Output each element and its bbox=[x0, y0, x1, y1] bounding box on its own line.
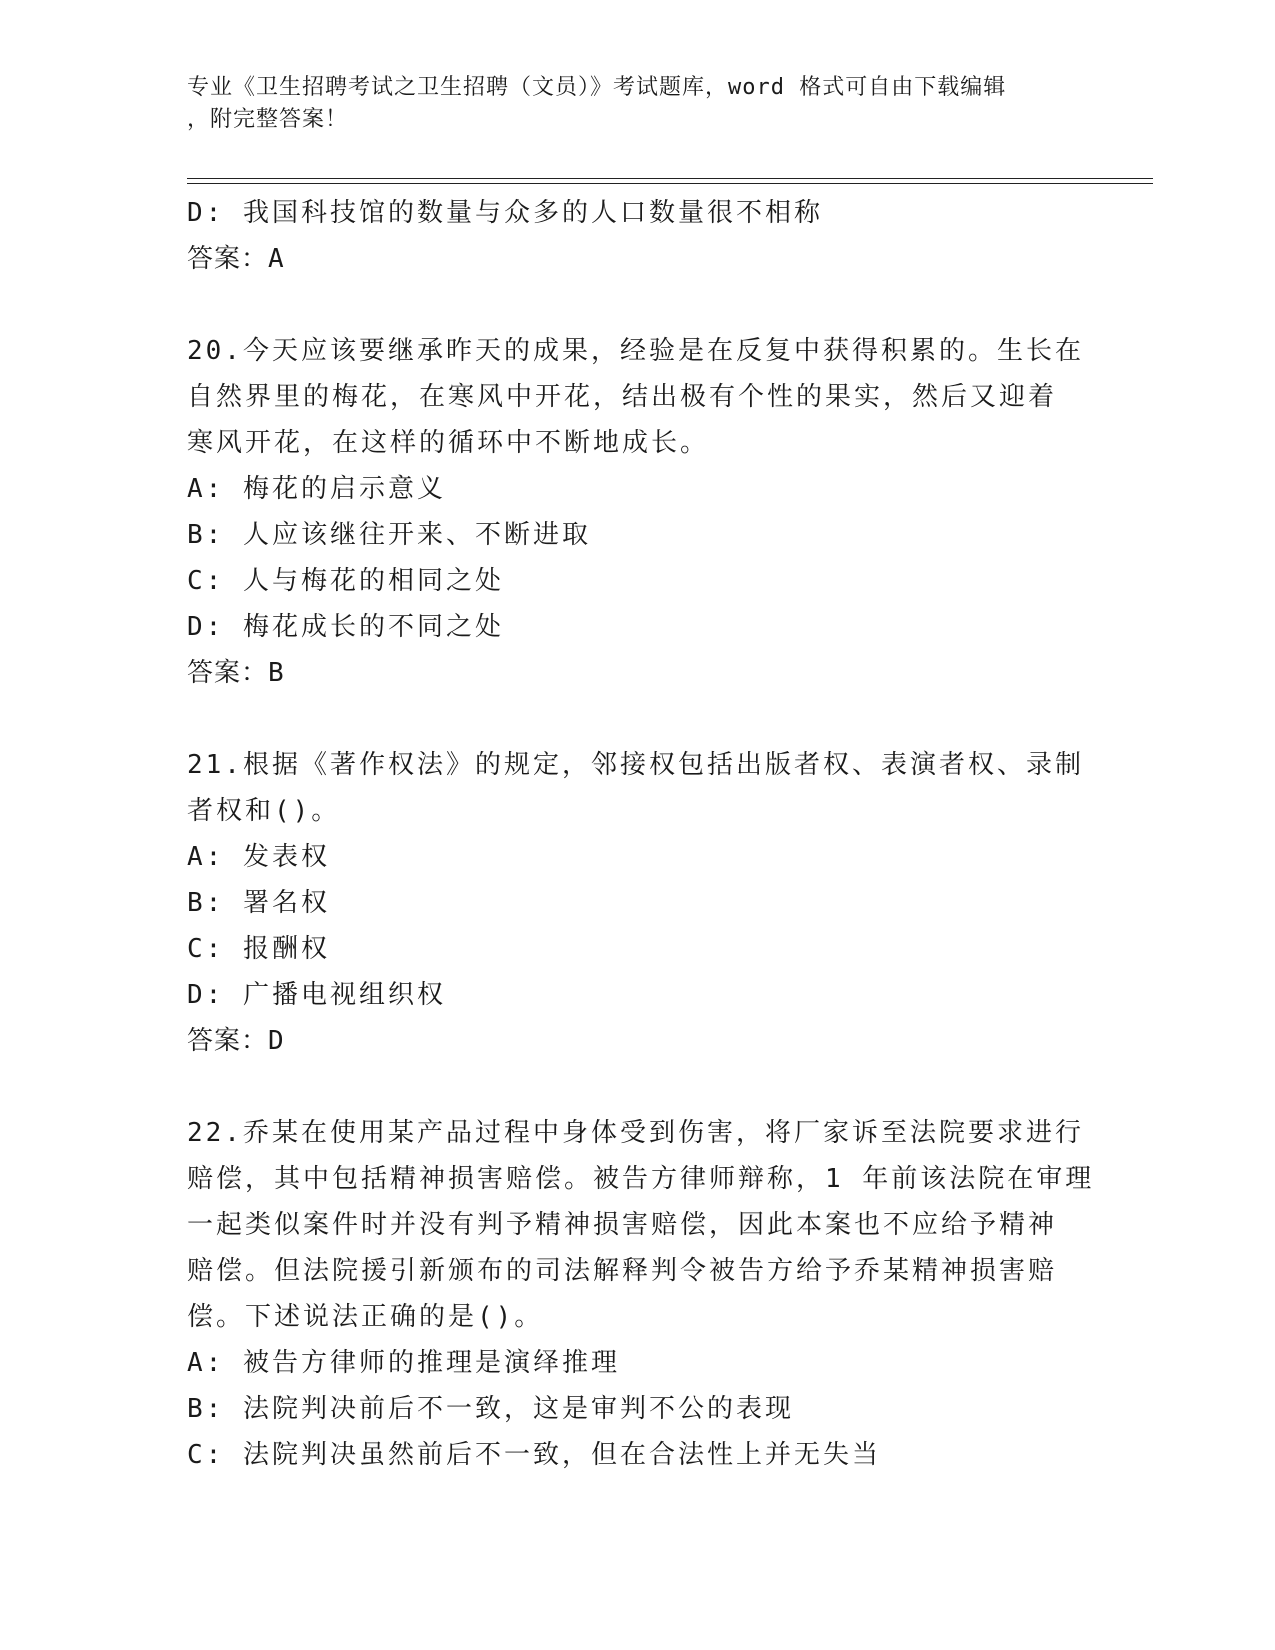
question-stem-line: 赔偿，其中包括精神损害赔偿。被告方律师辩称，1 年前该法院在审理 bbox=[187, 1164, 1095, 1194]
answer-value: B bbox=[268, 658, 285, 688]
answer-label: 答案： bbox=[187, 1026, 269, 1056]
question-20 bbox=[187, 328, 1087, 696]
q19-answer bbox=[187, 236, 1087, 282]
header-line-1: 专业《卫生招聘考试之卫生招聘（文员）》考试题库，word 格式可自由下载编辑 bbox=[187, 75, 1007, 100]
question-stem-line: 偿。下述说法正确的是()。 bbox=[187, 1302, 544, 1332]
answer-label: 答案： bbox=[187, 658, 269, 688]
spacer bbox=[187, 1064, 1087, 1110]
header-line-2: ，附完整答案！ bbox=[187, 107, 349, 132]
document-header bbox=[187, 72, 1067, 136]
answer-value: A bbox=[268, 244, 285, 274]
answer-value: D bbox=[268, 1026, 285, 1056]
question-stem-line: 者权和()。 bbox=[187, 796, 341, 826]
answer-label: 答案： bbox=[187, 244, 269, 274]
question-stem-line: 22.乔某在使用某产品过程中身体受到伤害，将厂家诉至法院要求进行 bbox=[187, 1118, 1084, 1148]
option-b: B: 署名权 bbox=[187, 888, 330, 918]
option-a: A: 梅花的启示意义 bbox=[187, 474, 446, 504]
question-content bbox=[187, 190, 1095, 1478]
option-d: D: 梅花成长的不同之处 bbox=[187, 612, 504, 642]
question-stem-line: 20.今天应该要继承昨天的成果，经验是在反复中获得积累的。生长在 bbox=[187, 336, 1084, 366]
q19-option-d: D: 我国科技馆的数量与众多的人口数量很不相称 bbox=[187, 198, 823, 228]
option-a: A: 被告方律师的推理是演绎推理 bbox=[187, 1348, 620, 1378]
option-c: C: 报酬权 bbox=[187, 934, 330, 964]
question-stem-line: 一起类似案件时并没有判予精神损害赔偿，因此本案也不应给予精神 bbox=[187, 1210, 1058, 1240]
q20-answer bbox=[187, 650, 1087, 696]
header-divider-top bbox=[187, 178, 1153, 179]
option-c: C: 法院判决虽然前后不一致，但在合法性上并无失当 bbox=[187, 1440, 881, 1470]
option-d: D: 广播电视组织权 bbox=[187, 980, 446, 1010]
spacer bbox=[187, 696, 1087, 742]
question-22 bbox=[187, 1110, 1095, 1478]
option-c: C: 人与梅花的相同之处 bbox=[187, 566, 504, 596]
spacer bbox=[187, 282, 1087, 328]
option-b: B: 人应该继往开来、不断进取 bbox=[187, 520, 591, 550]
q21-answer bbox=[187, 1018, 1087, 1064]
option-b: B: 法院判决前后不一致，这是审判不公的表现 bbox=[187, 1394, 794, 1424]
header-divider-bottom bbox=[187, 183, 1153, 184]
question-stem-line: 赔偿。但法院援引新颁布的司法解释判令被告方给予乔某精神损害赔 bbox=[187, 1256, 1058, 1286]
option-a: A: 发表权 bbox=[187, 842, 330, 872]
question-stem-line: 自然界里的梅花，在寒风中开花，结出极有个性的果实，然后又迎着 bbox=[187, 382, 1058, 412]
question-stem-line: 21.根据《著作权法》的规定，邻接权包括出版者权、表演者权、录制 bbox=[187, 750, 1084, 780]
question-21 bbox=[187, 742, 1087, 1064]
question-stem-line: 寒风开花，在这样的循环中不断地成长。 bbox=[187, 428, 710, 458]
